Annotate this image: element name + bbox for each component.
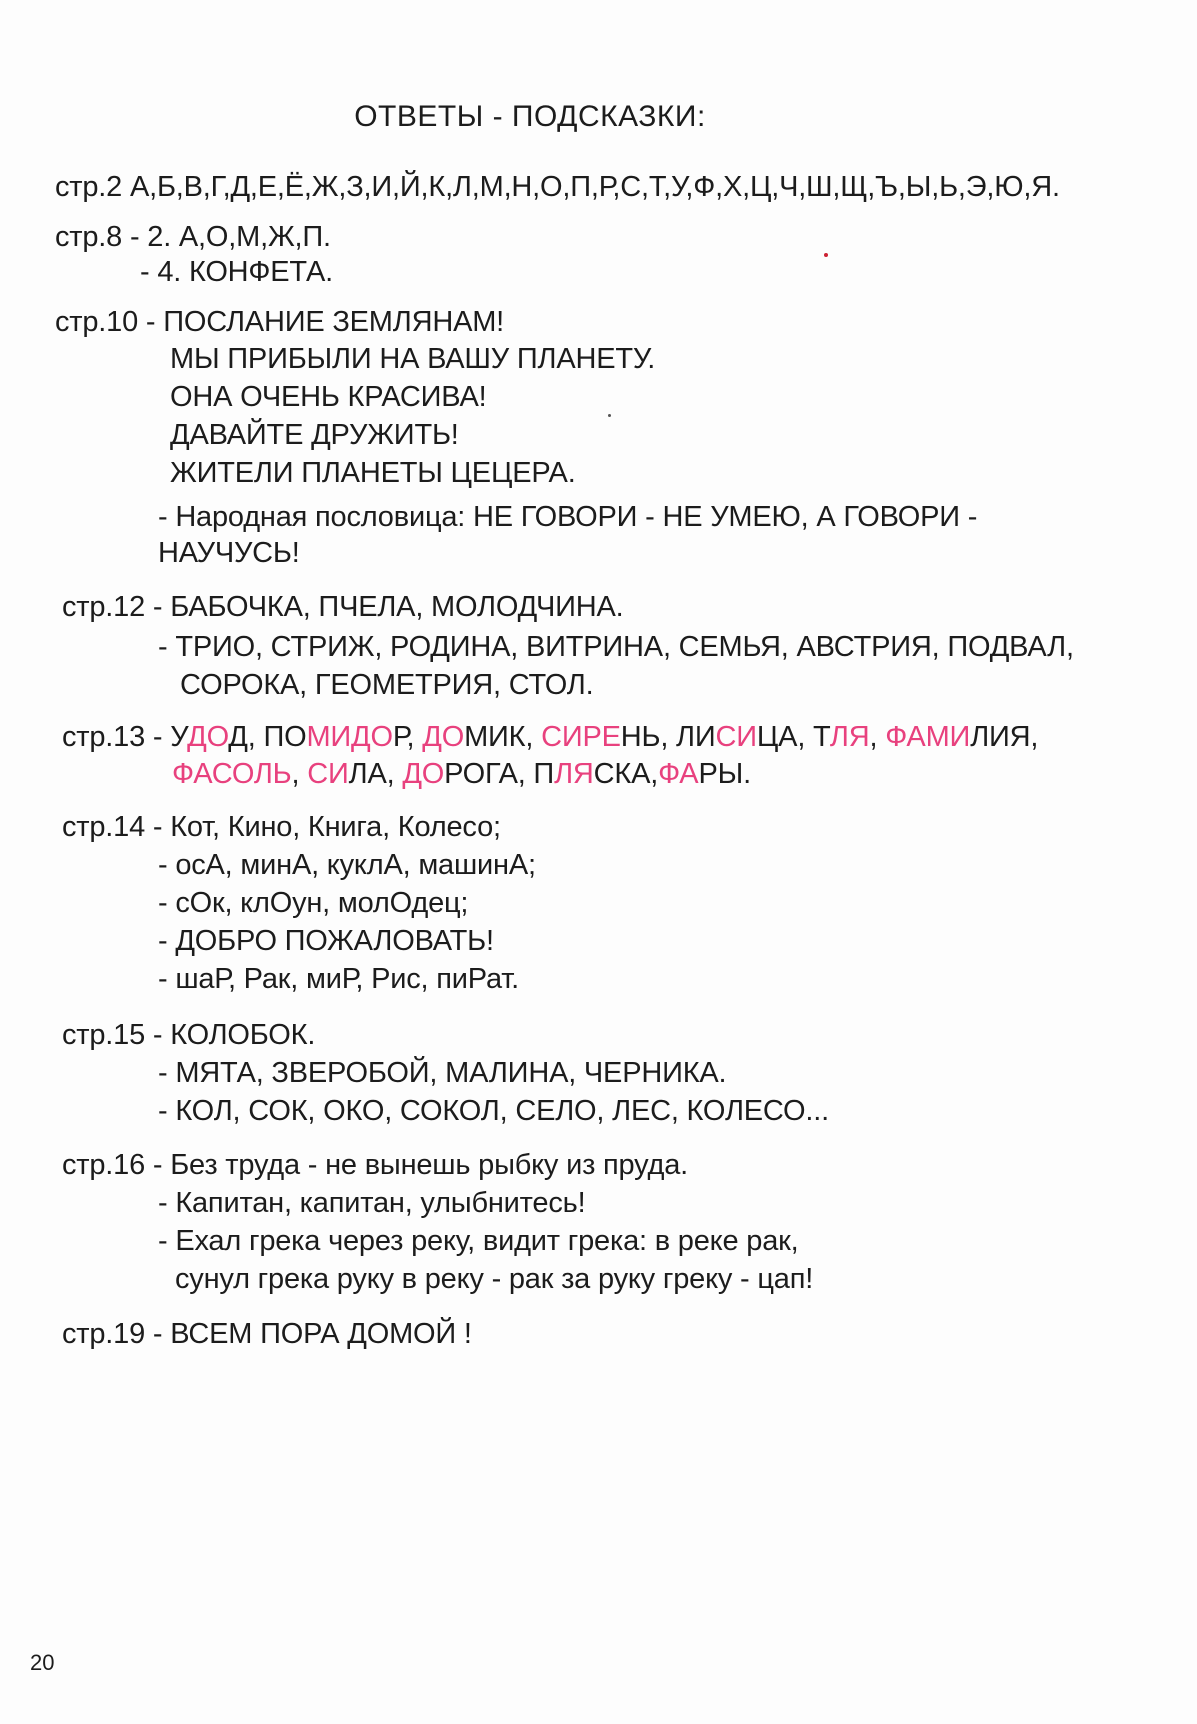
highlighted-syllable: ДО	[422, 721, 465, 753]
answer-text: стр.2 А,Б,В,Г,Д,Е,Ё,Ж,З,И,Й,К,Л,М,Н,О,П,Р,С,Т,У,Ф,Х,Ц,Ч,Ш,Щ,Ъ,Ы,Ь,Э,Ю,Я.	[55, 171, 1060, 203]
page-title: ОТВЕТЫ - ПОДСКАЗКИ:	[354, 100, 706, 133]
answer-text: ,	[291, 758, 308, 790]
answer-text: МЫ ПРИБЫЛИ НА ВАШУ ПЛАНЕТУ.	[170, 343, 656, 375]
highlighted-syllable: ФАСОЛЬ	[172, 758, 292, 790]
answer-text: стр.19 - ВСЕМ ПОРА ДОМОЙ !	[62, 1318, 472, 1350]
highlighted-syllable: ДО	[187, 721, 229, 753]
answer-line	[62, 1018, 315, 1052]
answer-text: ЖИТЕЛИ ПЛАНЕТЫ ЦЕЦЕРА.	[170, 457, 576, 489]
highlighted-syllable: СИРЕ	[541, 721, 621, 753]
answer-text: - ДОБРО ПОЖАЛОВАТЬ!	[158, 925, 494, 957]
answer-line	[158, 536, 300, 570]
answer-text: стр.13 - У	[62, 721, 188, 753]
answer-text: НЬ, ЛИ	[620, 721, 716, 753]
page-number: 20	[30, 1650, 55, 1675]
answer-line	[158, 924, 494, 958]
answer-text: - ТРИО, СТРИЖ, РОДИНА, ВИТРИНА, СЕМЬЯ, АВСТРИЯ, ПОДВАЛ,	[158, 631, 1074, 663]
answer-line	[62, 1148, 688, 1182]
answer-line	[158, 1056, 726, 1090]
answer-text: стр.14 - Кот, Кино, Книга, Колесо;	[62, 811, 501, 843]
answer-text: стр.15 - КОЛОБОК.	[62, 1019, 316, 1051]
answer-line	[158, 1224, 798, 1258]
answer-text: ЛА,	[348, 758, 403, 790]
highlighted-syllable: МИДО	[306, 721, 393, 753]
answer-line	[158, 962, 519, 996]
answer-line	[170, 456, 576, 490]
answer-line	[55, 305, 504, 339]
answer-text: - 4. КОНФЕТА.	[140, 256, 333, 288]
answer-text: Д, ПО	[228, 721, 307, 753]
answer-line	[62, 590, 624, 624]
answer-line	[62, 810, 501, 844]
answer-text: Р,	[392, 721, 423, 753]
answer-line	[158, 1094, 829, 1128]
answer-text: ЛИЯ,	[970, 721, 1039, 753]
answer-text: - шаР, Рак, миР, Рис, пиРат.	[158, 963, 519, 995]
highlighted-syllable: ДО	[402, 758, 445, 790]
answer-text: - Ехал грека через реку, видит грека: в реке рак,	[158, 1225, 799, 1257]
answer-line	[158, 500, 977, 534]
answer-line	[55, 170, 1060, 204]
answer-text: ЦА, Т	[756, 721, 830, 753]
highlighted-syllable: ФАМИ	[885, 721, 971, 753]
answer-line	[62, 720, 1038, 754]
highlighted-syllable: ЛЯ	[554, 758, 594, 790]
answer-line	[158, 1186, 585, 1220]
print-speck	[824, 253, 828, 257]
answer-text: РЫ.	[698, 758, 751, 790]
answer-text: - сОк, клОун, молОдец;	[158, 887, 469, 919]
highlighted-syllable: СИ	[307, 758, 349, 790]
answer-text: РОГА, П	[444, 758, 555, 790]
highlighted-syllable: ЛЯ	[829, 721, 870, 753]
answer-text: стр.10 - ПОСЛАНИЕ ЗЕМЛЯНАМ!	[55, 306, 505, 338]
answer-text: - МЯТА, ЗВЕРОБОЙ, МАЛИНА, ЧЕРНИКА.	[158, 1057, 727, 1089]
answer-text: стр.12 - БАБОЧКА, ПЧЕЛА, МОЛОДЧИНА.	[62, 591, 624, 623]
answer-text: - Капитан, капитан, улыбнитесь!	[158, 1187, 586, 1219]
answer-line	[62, 1317, 472, 1351]
answer-line	[55, 220, 331, 254]
answer-line	[175, 1262, 813, 1296]
answer-line	[158, 630, 1074, 664]
answer-text: стр.16 - Без труда - не вынешь рыбку из пруда.	[62, 1149, 688, 1181]
answer-text: - осА, минА, куклА, машинА;	[158, 849, 536, 881]
answer-line	[170, 342, 655, 376]
answer-text: НАУЧУСЬ!	[158, 537, 300, 569]
answer-line	[140, 255, 333, 289]
answer-text: ОНА ОЧЕНЬ КРАСИВА!	[170, 381, 487, 413]
answer-text: МИК,	[464, 721, 542, 753]
answer-line	[170, 418, 459, 452]
highlighted-syllable: СИ	[715, 721, 757, 753]
answer-text: СОРОКА, ГЕОМЕТРИЯ, СТОЛ.	[180, 669, 594, 701]
answer-line	[158, 886, 468, 920]
answer-text: сунул грека руку в реку - рак за руку греку - цап!	[175, 1263, 814, 1295]
answer-text: ,	[869, 721, 886, 753]
answer-text: ДАВАЙТЕ ДРУЖИТЬ!	[170, 419, 459, 451]
answer-line	[170, 380, 487, 414]
answer-line	[158, 848, 536, 882]
answer-line	[180, 668, 593, 702]
print-speck	[608, 414, 611, 417]
answer-text: - Народная пословица: НЕ ГОВОРИ - НЕ УМЕЮ, А ГОВОРИ -	[158, 501, 978, 533]
answer-line	[172, 757, 751, 791]
answer-text: СКА,	[593, 758, 659, 790]
answer-text: стр.8 - 2. А,О,М,Ж,П.	[55, 221, 331, 253]
highlighted-syllable: ФА	[658, 758, 699, 790]
answer-text: - КОЛ, СОК, ОКО, СОКОЛ, СЕЛО, ЛЕС, КОЛЕСО...	[158, 1095, 829, 1127]
